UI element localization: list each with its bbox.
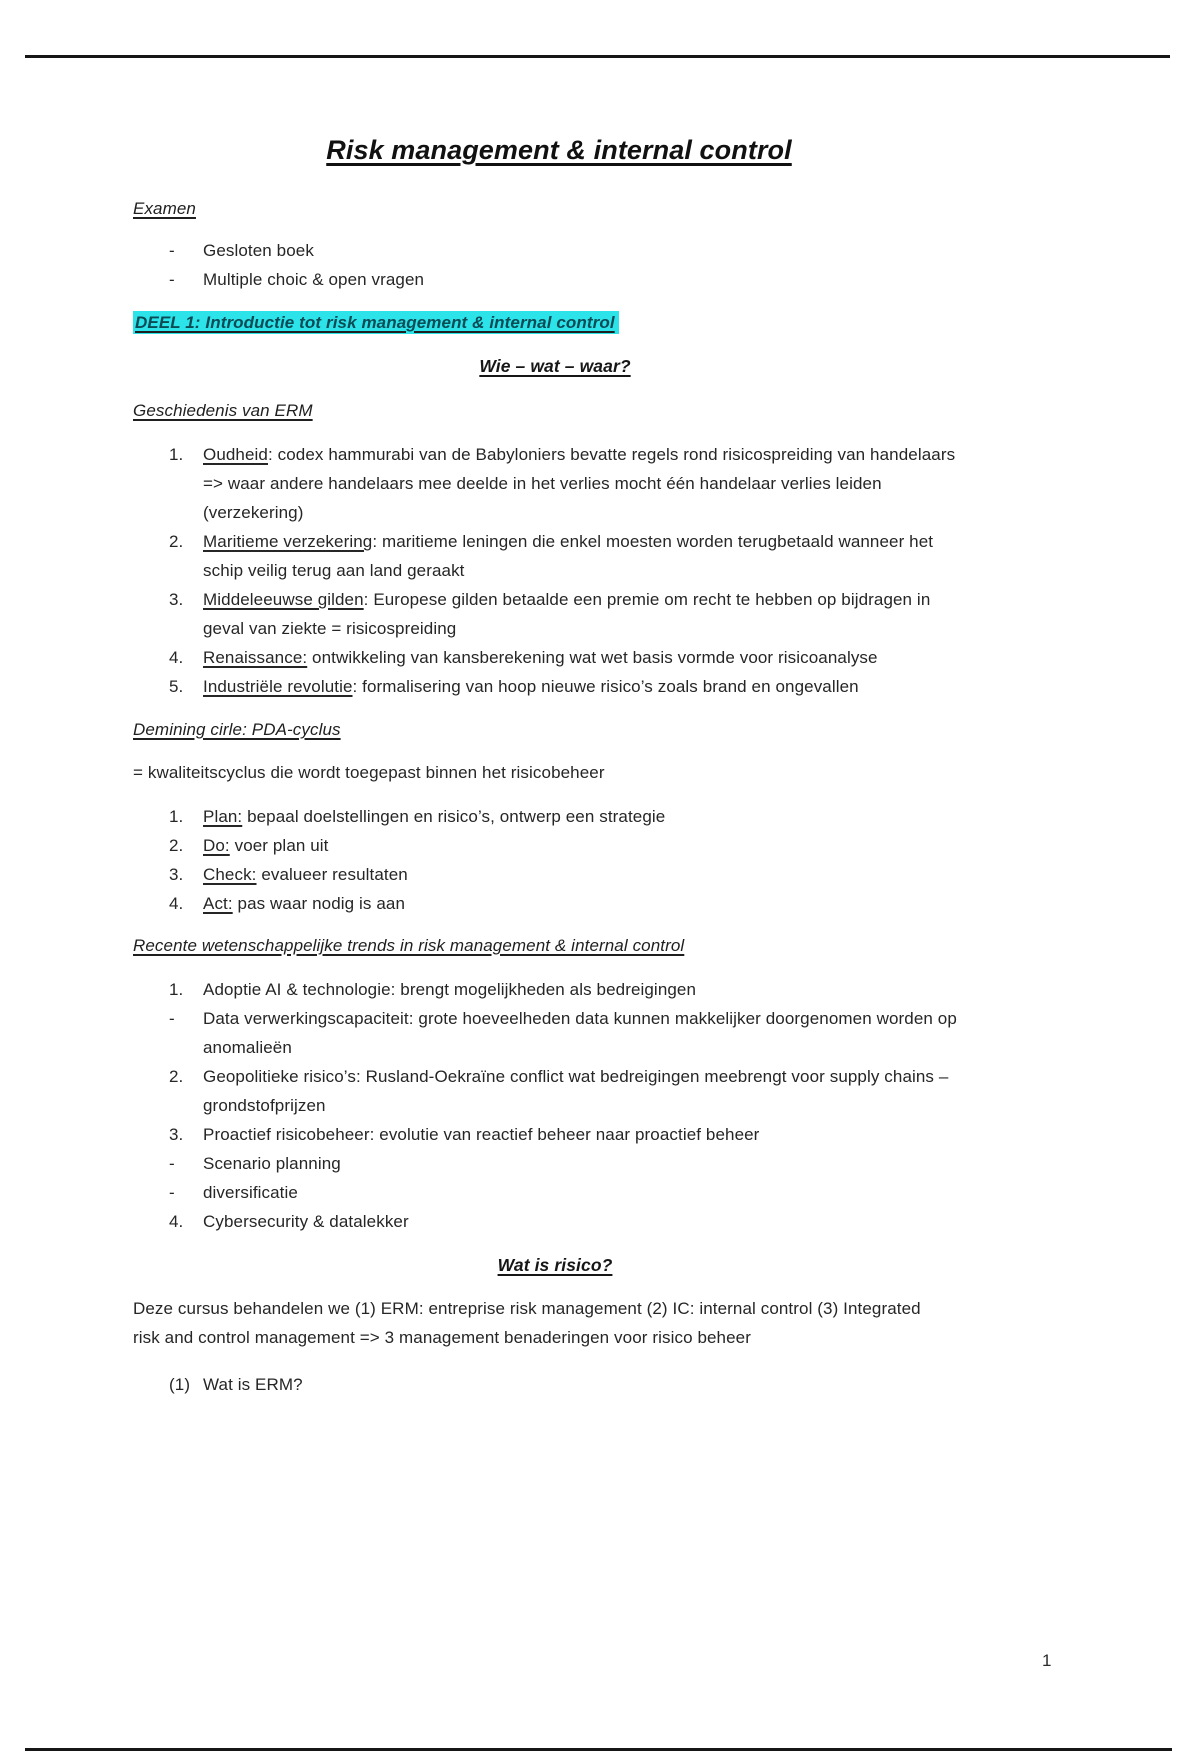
item-body: evalueer resultaten — [256, 865, 408, 884]
list-item — [133, 1004, 1065, 1062]
list-number: 3. — [169, 1125, 184, 1144]
question-number: (1) — [169, 1375, 191, 1394]
list-number: 5. — [169, 677, 184, 696]
list-number: 1. — [169, 980, 184, 999]
history-list — [133, 440, 1065, 701]
list-item-text — [203, 802, 971, 831]
list-item — [133, 802, 1065, 831]
list-item — [133, 643, 1065, 672]
item-body: : Europese gilden betaalde een premie om recht te hebben op bijdragen in geval van ziekte = risicospreiding — [203, 590, 931, 638]
item-body: voer plan uit — [229, 836, 329, 855]
item-body: : codex hammurabi van de Babyloniers bevatte regels rond risicospreiding van handelaars => waar andere handelaars mee deelde in het verlies mocht één handelaar verlies leiden (verzekering) — [203, 445, 956, 522]
list-item — [133, 889, 1065, 918]
bottom-rule — [25, 1748, 1172, 1751]
list-item-text: Multiple choic & open vragen — [203, 270, 425, 289]
list-item — [133, 236, 1065, 265]
highlighted-text: DEEL 1: Introductie tot risk management & internal control — [133, 311, 619, 334]
list-item-text: Geopolitieke risico’s: Rusland-Oekraïne conflict wat bedreigingen meebrengt voor supply chains – grondstofprijzen — [203, 1067, 949, 1115]
page-title: Risk management & internal control — [326, 135, 792, 165]
list-item-text: Cybersecurity & datalekker — [203, 1212, 409, 1231]
list-item — [133, 1178, 1065, 1207]
bullet-dash: - — [169, 241, 175, 260]
lead-term: Do: — [203, 836, 230, 855]
list-number: 2. — [169, 1067, 184, 1086]
question-text: Wat is ERM? — [203, 1375, 303, 1394]
item-body: : maritieme leningen die enkel moesten worden terugbetaald wanneer het schip veilig terug aan land geraakt — [203, 532, 934, 580]
list-item-text: Adoptie AI & technologie: brengt mogelijkheden als bedreigingen — [203, 980, 697, 999]
list-item-text — [203, 643, 971, 672]
list-number: 4. — [169, 894, 184, 913]
heading-recente-trends: Recente wetenschappelijke trends in risk management & internal control — [133, 936, 685, 955]
heading-wat-is-risico: Wat is risico? — [497, 1255, 613, 1275]
list-number: 1. — [169, 807, 184, 826]
list-item — [133, 527, 1065, 585]
list-item — [133, 585, 1065, 643]
item-body: bepaal doelstellingen en risico’s, ontwerp een strategie — [242, 807, 666, 826]
list-item — [133, 265, 1065, 294]
heading-wie-wat-waar: Wie – wat – waar? — [479, 356, 631, 376]
heading-geschiedenis-erm: Geschiedenis van ERM — [133, 401, 313, 420]
heading-deming-cycle: Demining cirle: PDA-cyclus — [133, 720, 341, 739]
list-item-text: Gesloten boek — [203, 241, 314, 260]
list-item-text: Scenario planning — [203, 1154, 341, 1173]
document-page — [0, 132, 1200, 1399]
bullet-dash: - — [169, 1154, 175, 1173]
pdca-list — [133, 802, 1065, 918]
list-item — [133, 440, 1065, 527]
item-body: pas waar nodig is aan — [232, 894, 405, 913]
list-item-text — [203, 860, 971, 889]
lead-term: Oudheid — [203, 445, 268, 464]
deming-intro-text: = kwaliteitscyclus die wordt toegepast binnen het risicobeheer — [133, 763, 605, 782]
list-item — [133, 1207, 1065, 1236]
list-number: 3. — [169, 865, 184, 884]
trends-list — [133, 975, 1065, 1236]
list-item — [133, 1062, 1065, 1120]
lead-term: Plan: — [203, 807, 243, 826]
list-number: 1. — [169, 445, 184, 464]
list-number: 4. — [169, 648, 184, 667]
list-item-text — [203, 889, 971, 918]
list-item — [133, 1120, 1065, 1149]
list-item-text: Proactief risicobeheer: evolutie van reactief beheer naar proactief beheer — [203, 1125, 760, 1144]
item-body: ontwikkeling van kansberekening wat wet basis vormde voor risicoanalyse — [307, 648, 878, 667]
lead-term: Check: — [203, 865, 257, 884]
list-number: 3. — [169, 590, 184, 609]
list-item — [133, 860, 1065, 889]
page-number: 1 — [1042, 1651, 1052, 1670]
list-item — [133, 975, 1065, 1004]
heading-examen: Examen — [133, 199, 196, 218]
course-overview-paragraph: Deze cursus behandelen we (1) ERM: entreprise risk management (2) IC: internal control (3) Integrated risk and control management => 3 management benaderingen voor risico beheer — [133, 1299, 921, 1347]
item-body: : formalisering van hoop nieuwe risico’s zoals brand en ongevallen — [352, 677, 859, 696]
lead-term: Renaissance: — [203, 648, 308, 667]
list-item — [133, 831, 1065, 860]
list-item-text — [203, 672, 971, 701]
lead-term: Maritieme verzekering — [203, 532, 373, 551]
bullet-dash: - — [169, 1183, 175, 1202]
list-item — [133, 672, 1065, 701]
erm-question-row — [133, 1370, 1065, 1399]
list-item — [133, 1149, 1065, 1178]
heading-deel-1 — [133, 308, 1065, 337]
lead-term: Act: — [203, 894, 233, 913]
lead-term: Industriële revolutie — [203, 677, 353, 696]
list-item-text: diversificatie — [203, 1183, 298, 1202]
exam-list — [133, 236, 1065, 294]
bullet-dash: - — [169, 270, 175, 289]
bullet-dash: - — [169, 1009, 175, 1028]
list-number: 4. — [169, 1212, 184, 1231]
top-rule — [25, 55, 1170, 58]
list-number: 2. — [169, 532, 184, 551]
list-item-text — [203, 440, 971, 527]
lead-term: Middeleeuwse gilden — [203, 590, 364, 609]
list-item-text — [203, 585, 971, 643]
list-item-text — [203, 831, 971, 860]
list-number: 2. — [169, 836, 184, 855]
list-item-text: Data verwerkingscapaciteit: grote hoeveelheden data kunnen makkelijker doorgenomen worden op anomalieën — [203, 1009, 957, 1057]
list-item-text — [203, 527, 971, 585]
